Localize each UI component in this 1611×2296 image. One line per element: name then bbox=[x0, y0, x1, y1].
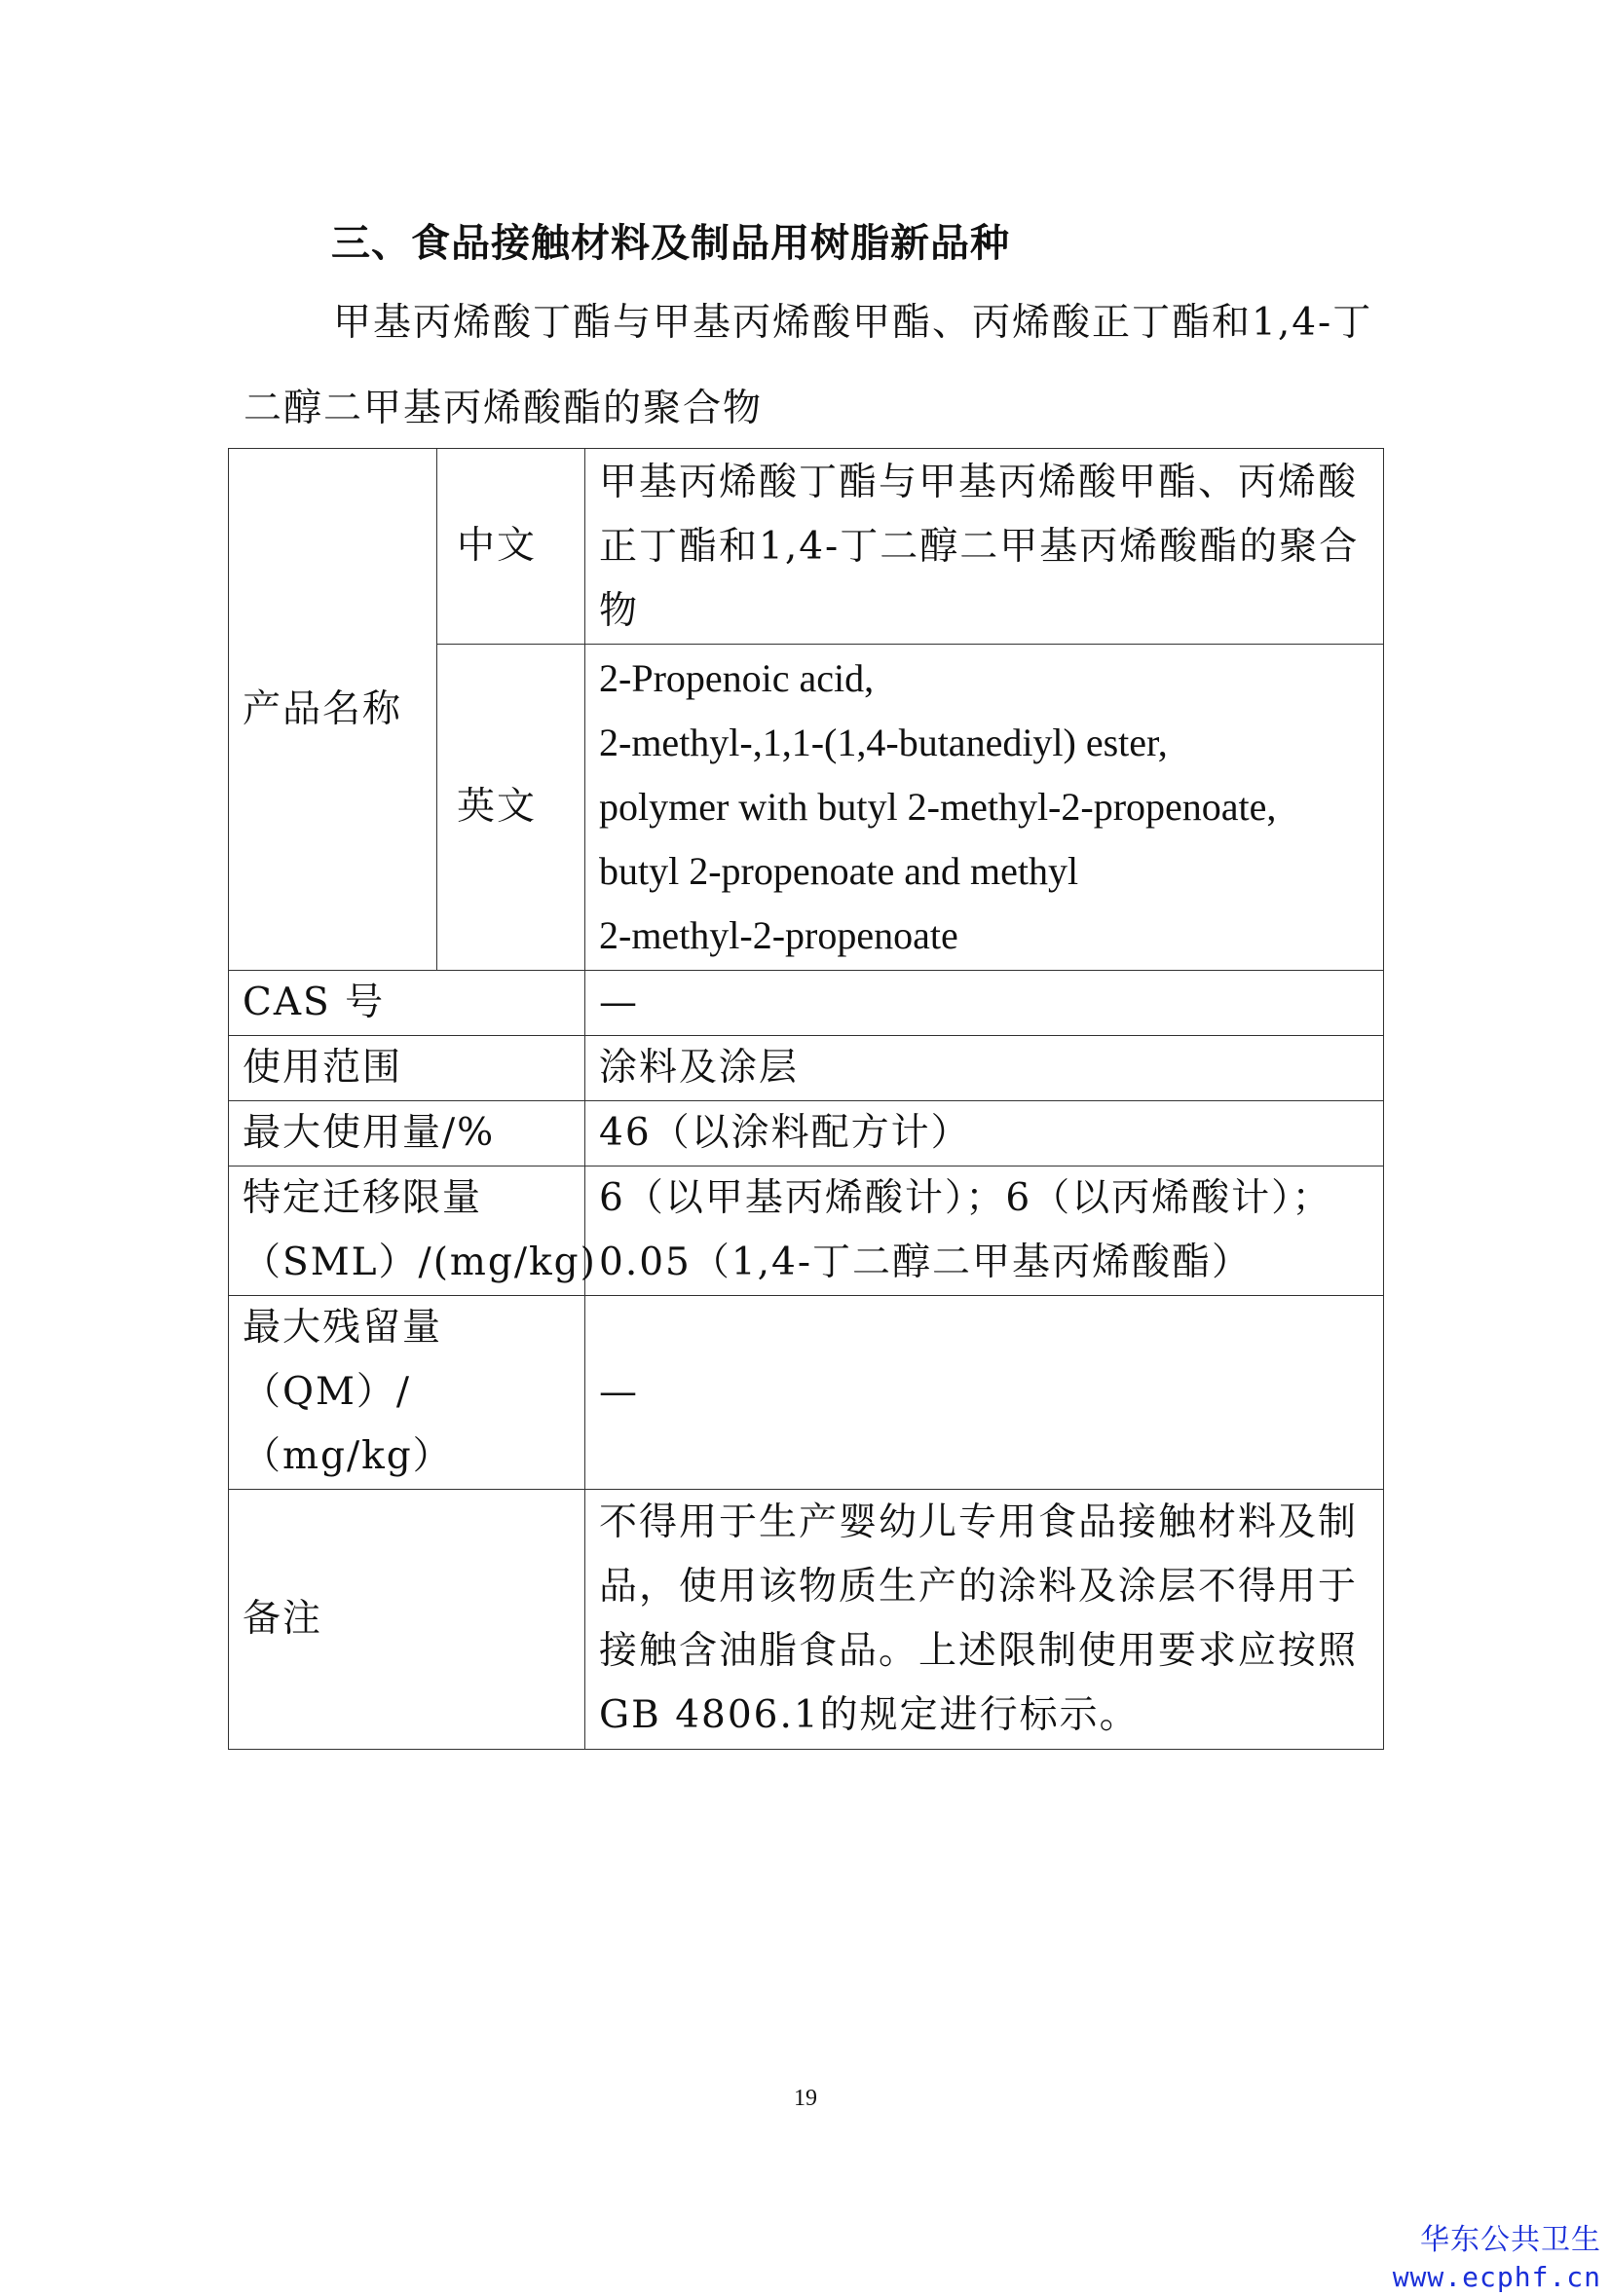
product-title: 甲基丙烯酸丁酯与甲基丙烯酸甲酯、丙烯酸正丁酯和1,4-丁二醇二甲基丙烯酸酯的聚合物 bbox=[244, 301, 1373, 430]
usage-scope-value: 涂料及涂层 bbox=[585, 1036, 1384, 1101]
english-name-line: 2-methyl-,1,1-(1,4-butanediyl) ester, bbox=[599, 721, 1168, 764]
cas-label: CAS 号 bbox=[229, 971, 585, 1036]
sml-label-line: （SML）/(mg/kg) bbox=[243, 1241, 597, 1284]
sml-value bbox=[585, 1167, 1384, 1296]
qm-label-line: 最大残留量 bbox=[243, 1306, 443, 1350]
table-row-remarks bbox=[229, 1490, 1384, 1750]
table-row-chinese-name bbox=[229, 449, 1384, 645]
sml-label-line: 特定迁移限量 bbox=[243, 1176, 483, 1220]
sml-value-line: 6（以甲基丙烯酸计）；6（以丙烯酸计）； bbox=[599, 1176, 1332, 1220]
watermark-name: 华东公共卫生 bbox=[1420, 2223, 1601, 2257]
usage-scope-label: 使用范围 bbox=[229, 1036, 585, 1101]
table-row-usage-scope bbox=[229, 1036, 1384, 1101]
page-number: 19 bbox=[794, 2086, 817, 2111]
sml-value-line: 0.05（1,4-丁二醇二甲基丙烯酸酯） bbox=[599, 1241, 1253, 1284]
qm-label bbox=[229, 1296, 585, 1490]
max-usage-value: 46（以涂料配方计） bbox=[585, 1101, 1384, 1167]
table-row-max-usage bbox=[229, 1101, 1384, 1167]
chinese-name-value: 甲基丙烯酸丁酯与甲基丙烯酸甲酯、丙烯酸正丁酯和1,4-丁二醇二甲基丙烯酸酯的聚合物 bbox=[585, 449, 1384, 645]
table-row-sml bbox=[229, 1167, 1384, 1296]
english-name-line: polymer with butyl 2-methyl-2-propenoate, bbox=[599, 785, 1277, 829]
english-name-line: 2-Propenoic acid, bbox=[599, 656, 875, 700]
remarks-value: 不得用于生产婴幼儿专用食品接触材料及制品，使用该物质生产的涂料及涂层不得用于接触含油脂食品。上述限制使用要求应按照GB 4806.1的规定进行标示。 bbox=[585, 1490, 1384, 1750]
watermark-url: www.ecphf.cn bbox=[1392, 2261, 1601, 2293]
table-row-cas bbox=[229, 971, 1384, 1036]
english-name-value bbox=[585, 645, 1384, 971]
section-title: 三、食品接触材料及制品用树脂新品种 bbox=[331, 221, 1010, 266]
sml-label bbox=[229, 1167, 597, 1296]
remarks-label: 备注 bbox=[229, 1490, 585, 1750]
max-usage-label: 最大使用量/% bbox=[229, 1101, 585, 1167]
qm-label-line: （QM）/（mg/kg） bbox=[243, 1370, 453, 1478]
specification-table bbox=[228, 448, 1384, 1750]
watermark bbox=[1393, 2222, 1601, 2296]
english-label: 英文 bbox=[437, 645, 585, 971]
cas-value: — bbox=[585, 971, 1384, 1036]
product-name-label: 产品名称 bbox=[229, 449, 437, 971]
table-row-qm bbox=[229, 1296, 1384, 1490]
english-name-line: butyl 2-propenoate and methyl bbox=[599, 849, 1079, 893]
qm-value: — bbox=[585, 1296, 1384, 1490]
english-name-line: 2-methyl-2-propenoate bbox=[599, 913, 958, 957]
chinese-label: 中文 bbox=[437, 449, 585, 645]
